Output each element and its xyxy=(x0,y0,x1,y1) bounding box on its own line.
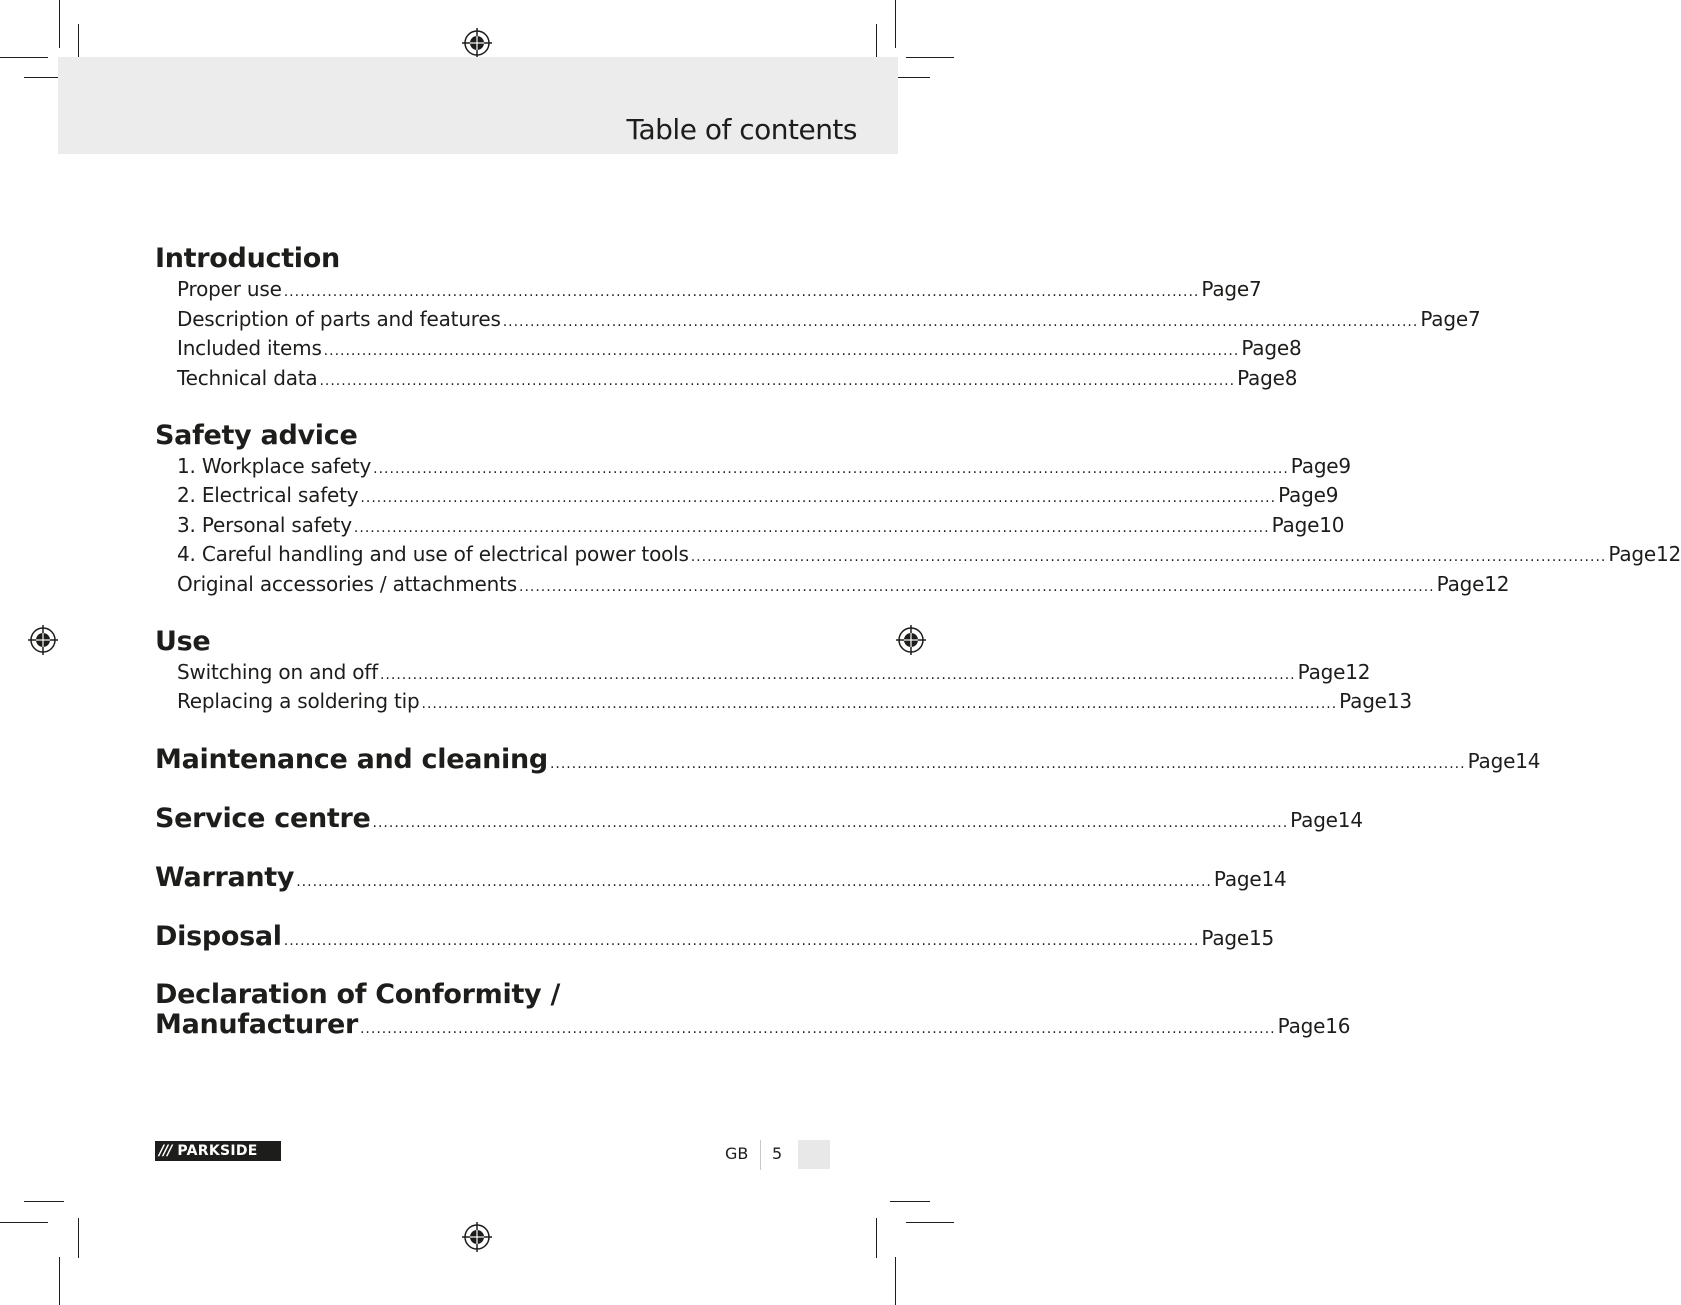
toc-entry-declaration[interactable] xyxy=(155,1009,1351,1043)
footer-divider xyxy=(760,1140,761,1170)
page-number: 12 xyxy=(1484,572,1510,596)
registration-mark-icon xyxy=(462,28,492,58)
toc-entry-label: Technical data xyxy=(177,366,318,390)
crop-mark xyxy=(59,0,60,48)
toc-entry-label: Manufacturer xyxy=(155,1009,358,1040)
page-number: 8 xyxy=(1284,366,1298,390)
dot-leader: ........................................................................................................................................................................ xyxy=(353,520,1270,536)
toc-entry-warranty[interactable] xyxy=(155,862,1287,896)
page-word: Page xyxy=(1213,867,1262,891)
page-word: Page xyxy=(1201,926,1250,950)
toc-entry[interactable] xyxy=(155,483,1339,511)
language-code: GB xyxy=(725,1144,749,1163)
toc-entry-label: Description of parts and features xyxy=(177,307,501,331)
dot-leader: ........................................................................................................................................................................ xyxy=(373,461,1289,477)
page-number: 7 xyxy=(1248,277,1262,301)
dot-leader: ........................................................................................................................................................................ xyxy=(690,549,1607,565)
crop-mark xyxy=(0,1222,48,1223)
dot-leader: ........................................................................................................................................................................ xyxy=(360,490,1277,506)
toc-entry[interactable] xyxy=(155,572,1510,600)
toc-entry-label: 2. Electrical safety xyxy=(177,483,359,507)
page-number: 13 xyxy=(1386,689,1412,713)
page-number: 14 xyxy=(1515,749,1541,773)
toc-entry-label: Proper use xyxy=(177,277,282,301)
section-title-use: Use xyxy=(155,626,211,657)
section-title-safety-advice: Safety advice xyxy=(155,420,358,451)
registration-mark-icon xyxy=(28,625,58,655)
thumb-tab xyxy=(798,1140,830,1169)
crop-mark xyxy=(906,1222,954,1223)
crop-mark xyxy=(0,57,48,58)
dot-leader: ........................................................................................................................................................................ xyxy=(319,373,1236,389)
toc-entry[interactable] xyxy=(155,336,1302,364)
crop-mark xyxy=(59,1257,60,1305)
toc-entry-label: 3. Personal safety xyxy=(177,513,352,537)
toc-entry-label: Switching on and off xyxy=(177,660,378,684)
page-word: Page xyxy=(1237,366,1285,390)
page-number: 12 xyxy=(1655,542,1681,566)
page-word: Page xyxy=(1290,454,1339,478)
toc-entry-maintenance[interactable] xyxy=(155,744,1541,778)
page-word: Page xyxy=(1278,483,1326,507)
crop-mark xyxy=(895,1257,896,1305)
dot-leader: ........................................................................................................................................................................ xyxy=(549,756,1466,772)
page-number-footer: 5 xyxy=(772,1144,783,1163)
crop-mark xyxy=(895,0,896,48)
page-number: 7 xyxy=(1467,307,1481,331)
page-word: Page xyxy=(1297,660,1346,684)
toc-entry[interactable] xyxy=(155,454,1351,482)
page-number: 15 xyxy=(1249,926,1275,950)
toc-entry-label: Included items xyxy=(177,336,322,360)
crop-mark xyxy=(78,1218,79,1258)
page-word: Page xyxy=(1241,336,1289,360)
page-number: 12 xyxy=(1345,660,1371,684)
logo-slashes: /// xyxy=(159,1143,172,1159)
toc-entry-label: Disposal xyxy=(155,921,282,952)
toc-entry[interactable] xyxy=(155,277,1262,305)
page-word: Page xyxy=(1271,513,1320,537)
parkside-logo xyxy=(155,1141,281,1161)
toc-entry-label: Service centre xyxy=(155,803,371,834)
dot-leader: ........................................................................................................................................................................ xyxy=(379,667,1296,683)
page-word: Page xyxy=(1608,542,1656,566)
registration-mark-icon xyxy=(896,625,926,655)
toc-entry-label: 4. Careful handling and use of electrical power tools xyxy=(177,542,689,566)
crop-mark xyxy=(890,1201,930,1202)
page-word: Page xyxy=(1201,277,1249,301)
page-number: 9 xyxy=(1325,483,1339,507)
toc-entry[interactable] xyxy=(155,366,1298,394)
toc-entry[interactable] xyxy=(155,660,1371,688)
dot-leader: ........................................................................................................................................................................ xyxy=(283,933,1200,949)
page-number: 14 xyxy=(1261,867,1287,891)
section-title-introduction: Introduction xyxy=(155,243,340,274)
dot-leader: ........................................................................................................................................................................ xyxy=(421,696,1338,712)
page-number: 14 xyxy=(1337,808,1363,832)
toc-entry[interactable] xyxy=(155,513,1345,541)
toc-entry-label: Replacing a soldering tip xyxy=(177,689,420,713)
page-title: Table of contents xyxy=(626,113,857,146)
page-number: 9 xyxy=(1338,454,1351,478)
crop-mark xyxy=(876,1218,877,1258)
dot-leader: ........................................................................................................................................................................ xyxy=(519,579,1435,595)
page-word: Page xyxy=(1420,307,1468,331)
page-word: Page xyxy=(1436,572,1485,596)
dot-leader: ........................................................................................................................................................................ xyxy=(283,284,1200,300)
toc-entry[interactable] xyxy=(155,689,1412,717)
logo-text: PARKSIDE xyxy=(177,1143,258,1159)
toc-entry-disposal[interactable] xyxy=(155,921,1275,955)
dot-leader: ........................................................................................................................................................................ xyxy=(359,1021,1276,1037)
dot-leader: ........................................................................................................................................................................ xyxy=(372,815,1289,831)
toc-entry[interactable] xyxy=(155,307,1481,335)
toc-entry[interactable] xyxy=(155,542,1681,570)
toc-entry-service-centre[interactable] xyxy=(155,803,1363,837)
toc-entry-label: 1. Workplace safety xyxy=(177,454,372,478)
dot-leader: ........................................................................................................................................................................ xyxy=(323,343,1240,359)
page-word: Page xyxy=(1339,689,1387,713)
page-word: Page xyxy=(1290,808,1338,832)
page-word: Page xyxy=(1467,749,1516,773)
page-word: Page xyxy=(1277,1014,1326,1038)
toc-entry-label: Maintenance and cleaning xyxy=(155,744,548,775)
dot-leader: ........................................................................................................................................................................ xyxy=(296,874,1212,890)
crop-mark xyxy=(906,57,954,58)
registration-mark-icon xyxy=(462,1222,492,1252)
toc-entry-declaration-line1: Declaration of Conformity / xyxy=(155,979,561,1010)
page-number: 16 xyxy=(1325,1014,1351,1038)
toc-entry-label: Original accessories / attachments xyxy=(177,572,517,596)
crop-mark xyxy=(24,1201,64,1202)
dot-leader: ........................................................................................................................................................................ xyxy=(502,314,1419,330)
page-number: 8 xyxy=(1288,336,1302,360)
page-number: 10 xyxy=(1319,513,1345,537)
toc-entry-label: Warranty xyxy=(155,862,295,893)
